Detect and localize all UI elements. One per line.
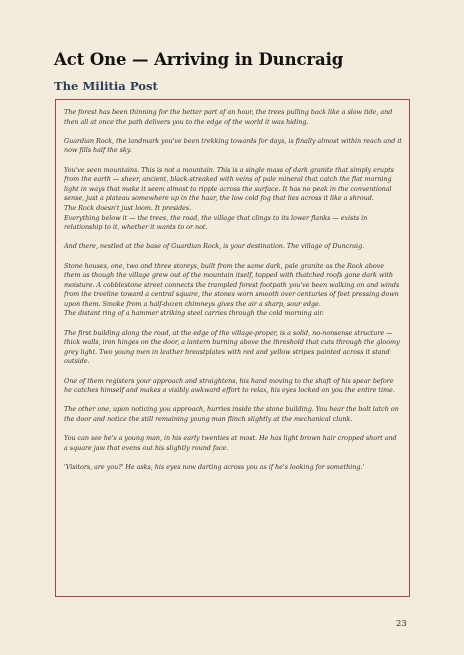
narrative-text-box	[55, 99, 410, 597]
paragraph: The other one, upon noticing you approach, hurries inside the stone building. You hear the bolt latch on the door and notice the still remaining young man flinch slightly at the mechanical clunk.	[64, 405, 399, 423]
paragraph: And there, nestled at the base of Guardian Rock, is your destination. The village of Duncraig.	[64, 242, 365, 251]
paragraph: The Rock doesn't just loom. It presides.	[64, 203, 192, 212]
paragraph: Stone houses, one, two and three storeys, built from the same dark, pale granite as the Rock above them as though the village grew out of the mountain itself, topped with thatched roofs gone dark with moisture. A cobblestone street connects the trampled forest footpath you've been walking on and winds from the treeline toward a central square, the stones worn smooth over centuries of feet pressing down upon them. Smoke from a half-dozen chimneys gives the air a sharp, sour edge.	[64, 261, 400, 308]
paragraph: 'Visitors, are you?' He asks, his eyes now darting across you as if he's looking for something.'	[64, 462, 365, 471]
paragraph: Guardian Rock, the landmark you've been trekking towards for days, is finally almost within reach and it now fills half the sky.	[64, 136, 402, 155]
paragraph: The forest has been thinning for the better part of an hour, the trees pulling back like a slow tide, and then all at once the path delivers you to the edge of the world it was hiding.	[64, 108, 393, 126]
paragraph: The first building along the road, at the edge of the village-proper, is a solid, no-nonsense structure — thick walls, iron hinges on the door, a lantern burning above the threshold that cuts through the gloomy grey light. Two young men in leather breastplates with red and yellow stripes painted across it stand outside.	[64, 328, 400, 366]
paragraph: You can see he's a young man, in his early twenties at most. He has light brown hair cropped short and a square jaw that evens out his slightly round face.	[64, 434, 397, 452]
page-number: 23	[396, 618, 407, 628]
chapter-title: Act One — Arriving in Duncraig	[54, 50, 344, 69]
paragraph: You've seen mountains. This is not a mountain. This is a single mass of dark granite that simply erupts from the earth — sheer, ancient, black-streaked with veins of pale mineral that catch the flat morning light in ways that make it seem almost to ripple across the surface. It has no peak in the conventional sense, just a plateau somewhere up in the haar, the low cold fog that lies across it like a shroud.	[64, 165, 394, 203]
paragraph: Everything below it — the trees, the road, the village that clings to its lower flanks — exists in relationship to it, whether it wants to or not.	[64, 213, 368, 232]
section-title: The Militia Post	[54, 79, 158, 93]
paragraph: The distant ring of a hammer striking steel carries through the cold morning air.	[64, 309, 324, 318]
paragraph: One of them registers your approach and straightens, his hand moving to the shaft of his spear before he catches himself and makes a visibly awkward effort to relax, his eyes locked on you the entire time.	[64, 376, 395, 395]
